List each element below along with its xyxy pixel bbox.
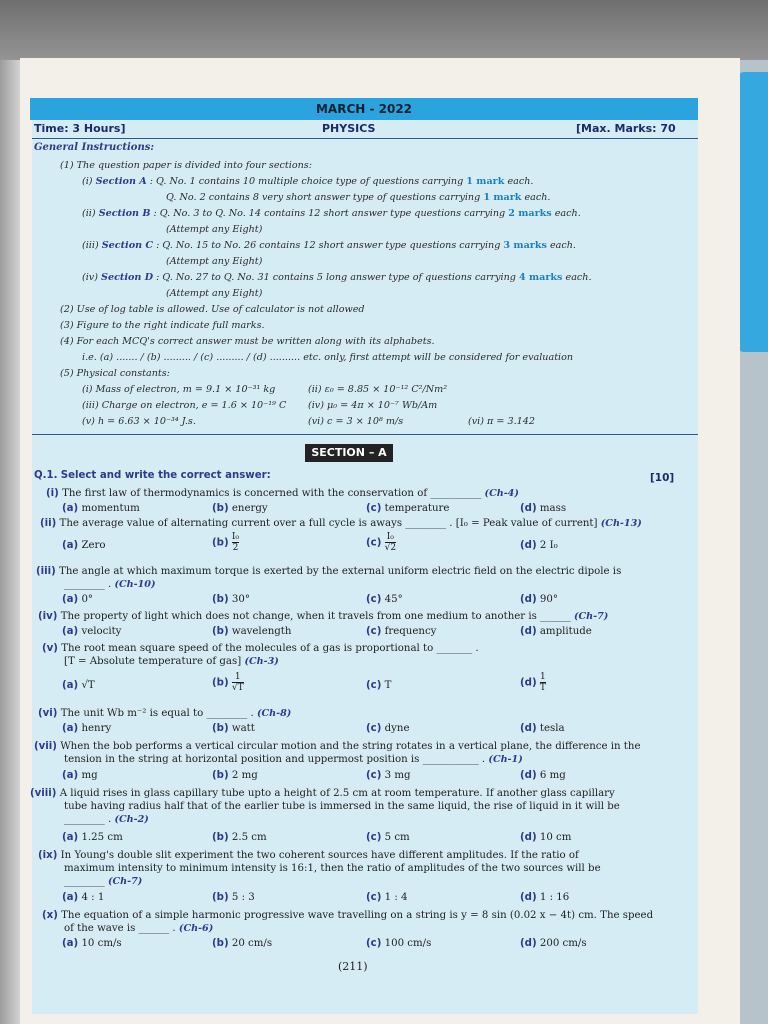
binding-shadow	[0, 60, 22, 1024]
question-v: (v) The root mean square speed of the molecules of a gas is proportional to _______ .	[42, 643, 479, 654]
question-ii: (ii) The average value of alternating current over a full cycle is aways ________ . [I₀ = Peak value of current] (Ch-13)	[40, 518, 642, 529]
max-marks-label: [Max. Marks: 70	[576, 122, 676, 135]
option-i-b: (b) energy	[212, 503, 268, 514]
option-x-b: (b) 20 cm/s	[212, 938, 273, 949]
option-iii-c: (c) 45°	[366, 594, 403, 605]
option-viii-a: (a) 1.25 cm	[62, 832, 123, 843]
option-vii-a: (a) mg	[62, 770, 98, 781]
option-ii-b: (b) $\frac{\text{I₀}}{2}$	[212, 532, 240, 553]
question-x-line-2: of the wave is ______ . (Ch-6)	[64, 923, 214, 934]
option-x-c: (c) 100 cm/s	[366, 938, 432, 949]
header-rule	[32, 138, 698, 139]
option-v-b: (b) $\frac{1}{√T}$	[212, 672, 244, 693]
option-ix-c: (c) 1 : 4	[366, 892, 408, 903]
instruction-section-b: (ii) Section B : Q. No. 3 to Q. No. 14 contains 12 short answer type questions carrying 2 marks each.	[82, 208, 581, 219]
option-vi-b: (b) watt	[212, 723, 255, 734]
option-x-a: (a) 10 cm/s	[62, 938, 122, 949]
option-iii-b: (b) 30°	[212, 594, 250, 605]
instruction-2: (2) Use of log table is allowed. Use of calculator is not allowed	[60, 304, 365, 315]
option-iii-d: (d) 90°	[520, 594, 558, 605]
option-iii-a: (a) 0°	[62, 594, 94, 605]
instructions-rule	[32, 434, 698, 435]
question-i: (i) The first law of thermodynamics is concerned with the conservation of __________ (Ch-4)	[46, 488, 519, 499]
question-viii-line-3: ________ . (Ch-2)	[64, 814, 149, 825]
instruction-5: (5) Physical constants:	[60, 368, 170, 379]
question-iii: (iii) The angle at which maximum torque is exerted by the external uniform electric field on the electric dipole is	[36, 566, 622, 577]
constant-3: (iii) Charge on electron, e = 1.6 × 10⁻¹⁹ C	[82, 400, 287, 411]
question-1-marks: [10]	[650, 472, 675, 484]
section-a-badge: SECTION – A	[305, 444, 393, 462]
option-vii-b: (b) 2 mg	[212, 770, 258, 781]
option-vi-d: (d) tesla	[520, 723, 565, 734]
option-ix-d: (d) 1 : 16	[520, 892, 570, 903]
subject-label: PHYSICS	[322, 122, 376, 135]
option-viii-c: (c) 5 cm	[366, 832, 410, 843]
option-viii-b: (b) 2.5 cm	[212, 832, 267, 843]
option-iv-d: (d) amplitude	[520, 626, 592, 637]
instruction-section-b-attempt: (Attempt any Eight)	[166, 224, 263, 235]
constant-2: (ii) ε₀ = 8.85 × 10⁻¹² C²/Nm²	[308, 384, 448, 395]
option-ix-a: (a) 4 : 1	[62, 892, 105, 903]
question-iv: (iv) The property of light which does not change, when it travels from one medium to another is ______ (Ch-7)	[38, 611, 609, 622]
question-ix-line-3: ________ (Ch-7)	[64, 876, 143, 887]
constant-4: (iv) μ₀ = 4π × 10⁻⁷ Wb/Am	[308, 400, 438, 411]
exam-page	[20, 58, 740, 1024]
instruction-section-a: (i) Section A : Q. No. 1 contains 10 multiple choice type of questions carrying 1 mark each.	[82, 176, 534, 187]
question-iii-line-2: ________ . (Ch-10)	[64, 579, 156, 590]
constant-7: (vi) π = 3.142	[468, 416, 535, 427]
option-v-c: (c) T	[366, 680, 392, 691]
instruction-section-c: (iii) Section C : Q. No. 15 to No. 26 contains 12 short answer type questions carrying 3 marks each.	[82, 240, 576, 251]
instruction-section-d-attempt: (Attempt any Eight)	[166, 288, 263, 299]
option-iv-a: (a) velocity	[62, 626, 122, 637]
exam-title: MARCH - 2022	[315, 102, 413, 116]
instruction-4-detail: i.e. (a) ....... / (b) ......... / (c) ......... / (d) .......... etc. only, first attempt will be considered for evaluation	[82, 352, 574, 363]
option-vii-c: (c) 3 mg	[366, 770, 411, 781]
option-vi-a: (a) henry	[62, 723, 112, 734]
option-viii-d: (d) 10 cm	[520, 832, 572, 843]
option-v-d: (d) $\frac{1}{T}$	[520, 672, 546, 693]
question-x: (x) The equation of a simple harmonic progressive wave travelling on a string is y = 8 sin (0.02 x − 4t) cm. The speed	[42, 910, 654, 921]
instruction-1: (1) The question paper is divided into four sections:	[60, 160, 312, 171]
option-iv-b: (b) wavelength	[212, 626, 292, 637]
instruction-section-c-attempt: (Attempt any Eight)	[166, 256, 263, 267]
option-ii-d: (d) 2 I₀	[520, 540, 558, 551]
constant-6: (vi) c = 3 × 10⁸ m/s	[308, 416, 404, 427]
question-ix: (ix) In Young's double slit experiment the two coherent sources have different amplitudes. If the ratio of	[38, 850, 579, 861]
option-ii-a: (a) Zero	[62, 540, 106, 551]
exam-title-bar	[30, 98, 698, 120]
page-number: (211)	[338, 960, 368, 973]
option-x-d: (d) 200 cm/s	[520, 938, 587, 949]
option-ix-b: (b) 5 : 3	[212, 892, 255, 903]
constant-5: (v) h = 6.63 × 10⁻³⁴ J.s.	[82, 416, 196, 427]
option-vii-d: (d) 6 mg	[520, 770, 566, 781]
chapter-tab	[738, 72, 768, 352]
question-vii-line-2: tension in the string at horizontal position and uppermost position is ___________ . (Ch-1)	[64, 754, 523, 765]
option-v-a: (a) √T	[62, 680, 95, 691]
question-viii: (viii) A liquid rises in glass capillary tube upto a height of 2.5 cm at room temperature. If another glass capillary	[30, 788, 615, 799]
instruction-section-d: (iv) Section D : Q. No. 27 to Q. No. 31 contains 5 long answer type of questions carrying 4 marks each.	[82, 272, 592, 283]
instruction-section-a-2: Q. No. 2 contains 8 very short answer type of questions carrying 1 mark each.	[166, 192, 551, 203]
question-ix-line-2: maximum intensity to minimum intensity is 16:1, then the ratio of amplitudes of the two sources will be	[64, 863, 601, 874]
question-v-line-2: [T = Absolute temperature of gas] (Ch-3)	[64, 656, 279, 667]
option-ii-c: (c) $\frac{\text{I₀}}{√2}$	[366, 532, 397, 553]
question-vi: (vi) The unit Wb m⁻² is equal to ________ . (Ch-8)	[38, 708, 292, 719]
question-1-heading: Q.1. Select and write the correct answer:	[34, 470, 271, 481]
option-i-c: (c) temperature	[366, 503, 450, 514]
option-iv-c: (c) frequency	[366, 626, 437, 637]
option-i-a: (a) momentum	[62, 503, 140, 514]
question-viii-line-2: tube having radius half that of the earlier tube is immersed in the same liquid, the rise of liquid in it will be	[64, 801, 620, 812]
time-label: Time: 3 Hours]	[34, 122, 126, 135]
instructions-title: General Instructions:	[34, 142, 155, 153]
constant-1: (i) Mass of electron, m = 9.1 × 10⁻³¹ kg	[82, 384, 276, 395]
instruction-4: (4) For each MCQ's correct answer must be written along with its alphabets.	[60, 336, 435, 347]
instruction-3: (3) Figure to the right indicate full marks.	[60, 320, 265, 331]
option-i-d: (d) mass	[520, 503, 567, 514]
question-vii: (vii) When the bob performs a vertical circular motion and the string rotates in a vertical plane, the difference in the	[34, 741, 641, 752]
option-vi-c: (c) dyne	[366, 723, 410, 734]
